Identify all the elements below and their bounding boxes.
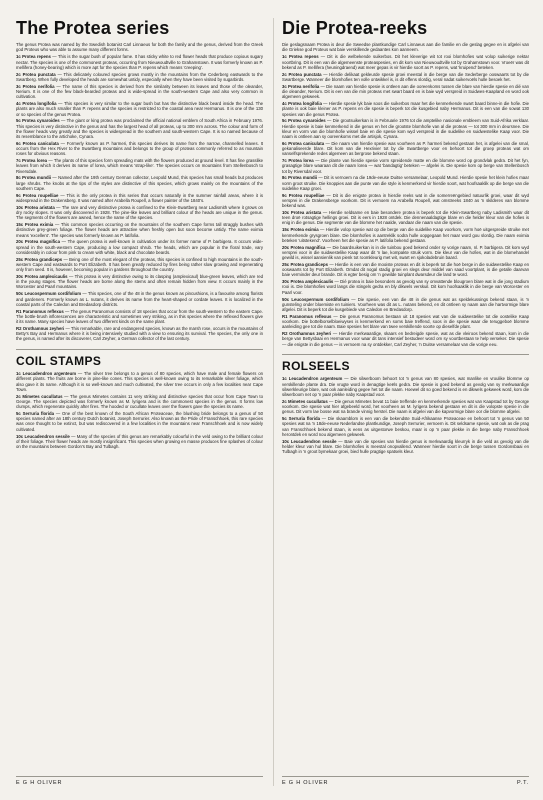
stamp-entry-text: Hierdie volop spesie wat op die berge van die suidelike Kaap voorkom, vorm hoë uitgespreide struike met kenmerkende grysgroen blare. Die blomhofies is aantreklik sodra hulle oopgegaan het maar word gou slordig. Die naam eximia beteken 'uitstekend'. Voorheen het die spesie as P. latifolia bekend gestaan.	[282, 227, 530, 243]
stamp-entry: 3c Protea nerifolia — Die naam van hierdie spesie is ontleen aan die ooreenkoms tussen die blare van hierdie spesie en dié van die oleander, Nerium. Dit is een van die min proteas met swart baard en is baie wyd verspreid in Suidwes-Kaapland en word ook algemeen gekweek.	[282, 83, 529, 100]
stamp-entry-code: 20c Protea magnifica	[16, 239, 60, 245]
stamp-entry-text: Die naam van hierdie spesie was voorheen as P. harmeri bekend gestaan het, is afgelei van die smal, gekanaliseerde blare. Dit kom van die Hexrivier tot by die Swartberge voor en behoort tot die groep proteas wat om vanselfsprekende redes algemeen as bergrose bekend staan.	[282, 140, 529, 157]
intro-english: The genus Protea was named by the Swedish botanist Carl Linnaeus for both the family and the genus, derived from the Greek god Proteus who was able to assume many different forms.	[16, 42, 263, 53]
author-credit: E G H OLIVER	[16, 780, 63, 786]
stamp-entry-text: Many of the species of this genus are remarkably colourful in the veld owing to the brilliant colour of their foliage. Their flower heads are mostly insignificant. This species when growing en masse produces fine splashes of colour on the mountains between Gordon's Bay and Tulbagh.	[16, 433, 263, 449]
stamp-entry-text: Die grootsuikerkan is in Februarie 1976 tot die amptelike nasionale embleem van Suid-Afrika verklaar. Hierdie spesie is baie kenmerkend in die genus en het die grootste blomhofie van al die proteas — tot 300 mm in deursnee. Die kleur en vorm van die blomhofie wissel baie en die spesie kom wyd verspreid in die suidelike en suidwestelike Kaap voor. Die naam is ontleen aan sy ooreenkoms met die artisjok, Cynara.	[282, 118, 530, 139]
stamp-entry-text: Die baardsuikerkan is in die tuinbou goed bekend onder sy vorige naam, nl. P. barbigera. Dit kom wyd versprei voor in die suidwestelike Kaap waar dit 'n lae, kompakte struik vorm. Die kleur van die hofies, wat in die blomehandel gewild is, wissel aansienlik van pienk tot roomkleurig met wit, swart en sjokoladebruin baard.	[282, 244, 529, 261]
stamp-entry-code: 6c Protea caniculata	[16, 140, 59, 146]
stamp-entry: 1c Leucadendron argenteum — Die silwerboom behoort tot 'n genus van 80 spesies, wat manlike en vroulike blomme op verskillende plante dra. Die vrugte word in denagtige keëls gedra. Die spesie is goed bekend as gevolg van sy merkwaardige silwerkleurige blare, wat ook aanleiding gegee het tot die naam. Hoewel dit so goed bekend is en dikwels gekweek word, kom die silwerboom net op 'n paar plekke naby Kaapstad voor.	[282, 376, 529, 398]
footer-afrikaans	[282, 776, 529, 786]
stamp-entry-code: 30c Protea amplexicaulis	[282, 279, 334, 285]
stamp-entry-text: Dit is die enigste protea in hierdie reeks wat in die somerreëngebied natuurlik groei, waar dit wyd versprei in die Drakensberge voorkom. Dit is vernoem na Arabella Roupell, wat omstreeks 1840 as 'n skilderes van blomme bekend was.	[282, 192, 529, 209]
stamp-entry-text: Hierdie merkwaardige, skaars en bedreigde spesie, wat as die vleiroos bekend staan, kom in die berge van Bettysbaai en Hermanus voor waar dit tans intensief bestudeer word om sy voortbestaan te help verseker. Die spesie — die enigste in die genus — is vernoem na sy ontdekker, Carl Zeyher, 'n Duitse versamelaar van die vorige eeu.	[282, 331, 530, 347]
stamp-entry-text: The genus Paranomus consists of 18 species that occur from the south-western to the eastern Cape. The bottle-brush inflorescences are characteristic and sometimes very striking, as in this species where the reflexed flowers give it its name. Many species have leaves of two different kinds on the same plant.	[16, 308, 263, 325]
stamp-entry-text: This delicately coloured species grows mostly in the mountains from the Cederberg eastwards to the Swartberg. When fully developed the heads are somewhat untidy, especially when they have been visited by sugarbirds.	[16, 71, 263, 82]
stamp-entry-code: 9c Protea roupelliae	[282, 192, 325, 198]
coil-entries-english	[16, 371, 263, 451]
stamp-entry: R2 Orothamnus zeyheri — Hierdie merkwaardige, skaars en bedreigde spesie, wat as die vleiroos bekend staan, kom in die berge van Bettysbaai en Hermanus voor waar dit tans intensief bestudeer word om sy voortbestaan te help verseker. Die spesie — die enigste in die genus — is vernoem na sy ontdekker, Carl Zeyher, 'n Duitse versamelaar van die vorige eeu.	[282, 331, 530, 347]
coil-stamps-heading: COIL STAMPS	[16, 349, 263, 368]
stamp-entry: 20c Protea magnifica — Die baardsuikerkan is in die tuinbou goed bekend onder sy vorige naam, nl. P. barbigera. Dit kom wyd versprei voor in die suidwestelike Kaap waar dit 'n lae, kompakte struik vorm. Die kleur van die hofies, wat in die blomehandel gewild is, wissel aansienlik van pienk tot roomkleurig met wit, swart en sjokoladebruin baard.	[282, 244, 529, 261]
stamp-entry-code: 15c Protea eximia	[282, 227, 319, 233]
stamp-entry: 8c Protea mundii — Dit is vernoem na die 19de-eeuse Duitse versamelaar, Leopold Mund. Hierdie spesie het klein hofies maar vorm groot struike. Die knoppies aan die punte van die style is kenmerkend vir hierdie soort, wat hoofsaaklik op die berge van die suidelike Kaap groei.	[282, 175, 529, 191]
stamp-entry-text: Dié protea is baie besonders as gevolg van sy omvattende blougroen blare wat in die jong stadium rooi is. Die blomhofies word langs die stingels gedra en bly dikwels verskuil. Dit kom hoofsaaklik in die berge van Worcester en Paarl voor.	[282, 279, 529, 295]
stamp-entry: 50c Leucospermum cordifolium — This species, one of the 48 in the genus known as pincushions, is a favourite among florists and gardeners. Formerly known as L. nutans, it derives its name from the heart-shaped or cordate leaves. It is localized in the coastal parts of the Caledon and Bredasdorp districts.	[16, 291, 263, 307]
stamp-entry: 5c Serruria florida — Die skaamblom is een van die bekendste Suid-Afrikaanse Proteaceae en behoort tot 'n genus van 50 spesies wat na 'n 18de-eeuse Nederlandse plantkundige, Joseph Serrurier, vernoem is. Dit seldsame spesie, wat ook as die prag van Franschhoek bekend staan, is eens as uitgestorwe beskou, maar is op 'n paar plekke in die berge naby Franschhoek herontdek en word nou algemeen gekweek.	[282, 416, 530, 437]
stamp-entry: 30c Protea amplexicaulis — This protea is very distinctive owing to its clasping (amplexicaul) blue-green leaves, which are red in the young stages. The flower heads are borne along the stems and often remain hidden from view. It occurs mainly in the Worcester and Paarl mountains.	[16, 274, 263, 290]
stamp-entry: 30c Protea amplexicaulis — Dié protea is baie besonders as gevolg van sy omvattende blougroen blare wat in die jong stadium rooi is. Die blomhofies word langs die stingels gedra en bly dikwels verskuil. Dit kom hoofsaaklik in die berge van Worcester en Paarl voor.	[282, 279, 529, 295]
stamp-entry-code: 4c Protea longifolia	[16, 101, 57, 107]
stamp-entry-text: Formerly known as P. harmeri, this species derives its name from the narrow, channelled leaves. It occurs from the Hex River to the Swartberg mountains and belongs to the group of proteas commonly referred to as mountain roses for obvious reasons.	[16, 140, 263, 157]
stamp-entry-text: The name of this species is derived from the similarity between its leaves and those of the oleander, Nerium. It is one of the few black-bearded proteas and is wide-spread in the south-western Cape and also very common in cultivation.	[16, 83, 264, 100]
stamp-entry-code: 9c Protea roupelliae	[16, 192, 59, 198]
stamp-entry: 9c Protea roupelliae — Dit is die enigste protea in hierdie reeks wat in die somerreëngebied natuurlik groei, waar dit wyd versprei in die Drakensberge voorkom. Dit is vernoem na Arabella Roupell, wat omstreeks 1840 as 'n skilderes van blomme bekend was.	[282, 192, 529, 209]
stamp-entry-code: 3c Protea nerifolia	[282, 83, 320, 89]
stamp-entry-text: The giant or king protea was proclaimed the official national emblem of South Africa in February 1976. This species is very distinctive in the genus and has the largest head of all proteas, up to 300 mm across. The colour and form of the flower heads vary greatly and the species is widespread in the southern and south-western Cape. It is so named because of its resemblance to the artichoke, Cynara.	[16, 118, 264, 139]
stamp-entry: 50c Leucospermum cordifolium — Die spesie, een van die 48 in die genus wat as speldekussings bekend staan, is 'n gunsteling onder bloemiste en tuiniers. Voorheen was dit as L. nutans bekend, en dit ontleen sy naam aan die hartvormige blare afgelei. Dit is beperk tot die kusgebiede van Caledon en Bredasdorp.	[282, 296, 529, 312]
stamp-entry: 8c Protea mundii — Named after the 19th century German collector, Leopold Mund, this species has small heads but produces large shrubs. The knobs at the tips of the styles are distinctive of this species, which grows mainly on the mountains of the southern Cape.	[16, 175, 264, 191]
stamp-entry-code: 2c Protea punctata	[16, 71, 56, 77]
stamp-entry-text: Dit is vernoem na die 19de-eeuse Duitse versamelaar, Leopold Mund. Hierdie spesie het klein hofies maar vorm groot struike. Die knoppies aan die punte van die style is kenmerkend vir hierdie soort, wat hoofsaaklik op die berge van die suidelike Kaap groei.	[282, 175, 529, 191]
stamp-entry-code: 7c Protea lorea	[282, 158, 314, 164]
stamp-entry: 25c Protea grandiceps — Hierdie is een van die mooiste proteas en dit is beperk tot die hoë berge in die suidwestelike Kaap en ooswaarts tot by Port Elizabeth. Omdat dit nogal stadig groei en slegs deur middel van saad voortplant, is die getalle daarvan baie verminder deur brande. Dit is egter besig om 'n gewilde tuinplant dwarsdeur die land te word.	[282, 261, 529, 278]
stamp-entry: 7c Protea lorea — The plants of this species form spreading mats with the flowers produced at ground level. It has fine grasslike leaves from which it derives its name of lorea, which means 'strap-like'. The species occurs on mountains from Stellenbosch to Riversdale.	[16, 158, 264, 174]
stamp-entry: 7c Protea lorea — Die plante van hierdie spesie vorm spreidende matte en die blomme word op grondvlak gedra. Dit het fyn, grasagtige blare waaraan dit die naam lorea — wat 'bandagtig' beteken — afgelei is. Die spesie kom op berge van Stellenbosch tot by Riversdal voor.	[282, 158, 530, 174]
stamp-entry-code: 1c Protea repens	[282, 54, 319, 60]
stamp-entry: 1c Protea repens — Dit is die welbekende suikerbos. Dit het kleverige wit tot rooi blomhofies wat volop suikerige nektar voortbring. Dit is een van die algemeenste proteaspesies, en dit kom van Nieuwoudtville tot by Grahamstown voor. Vroeër was dit bekend as P. mellifera (heuningdraend) wat meer gepas is vir hierdie soort as P. repens, wat 'kruipend' beteken.	[282, 54, 529, 70]
stamp-entry-text: Named after the 19th century German collector, Leopold Mund, this species has small heads but produces large shrubs. The knobs at the tips of the styles are distinctive of this species, which grows mainly on the mountains of the southern Cape.	[16, 175, 264, 191]
stamp-entry-code: 3c Protea nerifolia	[16, 83, 55, 89]
stamp-entry-text: This is the sugar bush of popular fame. It has sticky white to red flower heads that produce copious sugary nectar. The species is one of the commonest proteas, occurring from Nieuwoudtville to Grahamstown. It was formerly known as P. mellifera (honey-bearing) which is more apt for the species than P. repens which means 'creeping'.	[16, 54, 263, 70]
stamp-entry-text: Die silwerboom behoort tot 'n genus van 80 spesies, wat manlike en vroulike blomme op verskillende plante dra. Die vrugte word in denagtige keëls gedra. Die spesie is goed bekend as gevolg van sy merkwaardige silwerkleurige blare, wat ook aanleiding gegee het tot die naam. Hoewel dit so goed bekend is en dikwels gekweek word, kom die silwerboom net op 'n paar plekke naby Kaapstad voor.	[282, 376, 529, 398]
stamp-entry: 5c Protea cynaroides — The giant or king protea was proclaimed the official national emblem of South Africa in February 1976. This species is very distinctive in the genus and has the largest head of all proteas, up to 300 mm across. The colour and form of the flower heads vary greatly and the species is widespread in the southern and south-western Cape. It is so named because of its resemblance to the artichoke, Cynara.	[16, 118, 264, 139]
stamp-entry-text: Baie van die spesies van hierdie genus is merkwaardig kleurryk in die veld as gevolg van die helder kleur van hul blare. Die blomhofies is meestal onopvallend. Wanneer hierdie soort in die berge tussen Gordonsbaai en Tulbagh in 'n groot bymekaar groei, bied hulle pragtige spatsels kleur.	[282, 438, 529, 455]
stamp-entry-code: 10c Protea aristata	[282, 210, 322, 216]
stamp-entry-text: Hierdie delikaat gekleurde spesie groei meestal in die berge van die Sederberge ooswaarts tot by die Swartberge. Wanneer die blomhofies ten volle ontwikkel is, is dit effens slordig, veral nadat suikervoëls hulle besoek het.	[282, 71, 529, 82]
stamp-entry: 10c Leucadendron sessile — Baie van die spesies van hierdie genus is merkwaardig kleurryk in die veld as gevolg van die helder kleur van hul blare. Die blomhofies is meestal onopvallend. Wanneer hierdie soort in die berge tussen Gordonsbaai en Tulbagh in 'n groot bymekaar groei, bied hulle pragtige spatsels kleur.	[282, 438, 529, 455]
stamp-entry-text: Hierdie seldsame en baie besondere protea is beperk tot die Klein-Swartberg naby Ladismith waar dit teen droë rotsagtige hellings groei. Dit is eers in 1928 ontdek. Die dennenaaldagtige blare en die helder kleur van die hofies is enig in die genus. Die segmente van die blomme het naalde, vandaar die naam van die spesie.	[282, 210, 530, 226]
stamp-entry: 10c Leucadendron sessile — Many of the species of this genus are remarkably colourful in the veld owing to the brilliant colour of their foliage. Their flower heads are mostly insignificant. This species when growing en masse produces fine splashes of colour on the mountains between Gordon's Bay and Tulbagh.	[16, 433, 263, 449]
stamp-entry-code: 2c Mimetes cucullatus	[282, 398, 328, 404]
entries-afrikaans	[282, 54, 529, 348]
stamp-entry-code: 50c Leucospermum cordifolium	[282, 296, 349, 302]
page-title-afrikaans: Die Protea-reeks	[282, 18, 428, 38]
stamp-entry-text: The genus Mimetes contains 11 very striking and distinctive species that occur from Cape Town to George. The species depicted was formerly known as M. lyrigera and is the commonest species in the genus. It forms low clumps, which regenerate quickly after fires. The hooded or cucullate leaves over the flowers gave the species its name.	[16, 393, 263, 410]
stamp-entry-code: 1c Leucadendron argenteum	[282, 376, 343, 382]
stamp-entry: 3c Protea nerifolia — The name of this species is derived from the similarity between its leaves and those of the oleander, Nerium. It is one of the few black-bearded proteas and is wide-spread in the south-western Cape and also very common in cultivation.	[16, 83, 264, 100]
stamp-entry-text: Die naam van hierdie spesie is ontleen aan die ooreenkoms tussen die blare van hierdie spesie en dié van die oleander, Nerium. Dit is een van die min proteas met swart baard en is baie wyd verspreid in Suidwes-Kaapland en word ook algemeen gekweek.	[282, 83, 529, 100]
page-title-english: The Protea series	[16, 18, 170, 38]
stamp-entry-code: 1c Protea repens	[16, 54, 51, 60]
stamp-entry-text: Die spesie, een van die 48 in die genus wat as speldekussings bekend staan, is 'n gunsteling onder bloemiste en tuiniers. Voorheen was dit as L. nutans bekend, en dit ontleen sy naam aan die hartvormige blare afgelei. Dit is beperk tot die kusgebiede van Caledon en Bredasdorp.	[282, 296, 529, 312]
english-column	[16, 18, 263, 786]
coil-entries-afrikaans	[282, 376, 529, 456]
stamp-entry-text: Hierdie is een van die mooiste proteas en dit is beperk tot die hoë berge in die suidwestelike Kaap en ooswaarts tot by Port Elizabeth. Omdat dit nogal stadig groei en slegs deur middel van saad voortplant, is die getalle daarvan baie verminder deur brande. Dit is egter besig om 'n gewilde tuinplant dwarsdeur die land te word.	[282, 261, 529, 278]
stamp-entry-code: 5c Serruria florida	[16, 411, 55, 417]
stamp-entry-code: 2c Protea punctata	[282, 71, 322, 77]
stamp-entry: 1c Leucadendron argenteum — The silver tree belongs to a genus of 80 species, which have male and female flowers on different plants. The fruits are borne in pine-like cones. This species is well-known owing to its remarkable silver foliage, which also gave it its name. Although it is so well-known and much cultivated, the silver tree occurs in only a few localities near Cape Town.	[16, 371, 263, 392]
stamp-entry-text: Die genus Mimetes bevat 11 baie treffende en kenmerkende spesies wat van Kaapstad tot by George voorkom. Die spesie wat hier afgebeeld word, het voorheen as M. lyrigera bekend gestaan en dit is die volopste spesie in die genus. Dit vorm lae bosse wat na brande vinnig herstel. Die naam is afgelei van die kapvormige blare oor die blomme afgelei.	[282, 398, 529, 415]
stamp-entry: 2c Mimetes cucullatus — The genus Mimetes contains 11 very striking and distinctive species that occur from Cape Town to George. The species depicted was formerly known as M. lyrigera and is the commonest species in the genus. It forms low clumps, which regenerate quickly after fires. The hooded or cucullate leaves over the flowers gave the species its name.	[16, 393, 263, 410]
stamp-entry-text: Hierdie spesie lyk baie soos die suikerbos maar het die kenmerkende swart baard binne-in die hofie. Die plante is ook baie kleiner as P. repens en die spesie is beperk tot die kusgebied naby Hermanus. Dit is een van die sowat 130 spesies van die genus Protea.	[282, 101, 529, 117]
stamp-entry-code: 15c Protea eximia	[16, 222, 54, 228]
stamp-entry: R1 Paranomus reflexus — Die genus Paranomus bestaan uit 18 spesies wat van die suidwestelike tot die oostelike Kaap voorkom. Die bottelborselbloeiwyses is kenmerkend en soms baie treffend, soos in die spesie waar die teruggeboë blomme aanleiding gee tot die naam. Baie spesies het blare van twee verskillende soorte op dieselfde plant.	[282, 313, 530, 330]
stamp-entry-code: 10c Protea aristata	[16, 204, 55, 210]
stamp-entry: 4c Protea longifolia — Hierdie spesie lyk baie soos die suikerbos maar het die kenmerkende swart baard binne-in die hofie. Die plante is ook baie kleiner as P. repens en die spesie is beperk tot die kusgebied naby Hermanus. Dit is een van die sowat 130 spesies van die genus Protea.	[282, 101, 529, 117]
stamp-entry-code: 8c Protea mundii	[16, 175, 52, 181]
stamp-entry-code: 25c Protea grandiceps	[16, 256, 63, 262]
stamp-entry: 9c Protea roupelliae — This is the only protea in this series that occurs naturally in the summer rainfall areas, where it is widespread in the Drakensberg. It was named after Arabella Roupell, a flower painter of the 1840's.	[16, 192, 263, 203]
stamp-entry-code: 2c Mimetes cucullatus	[16, 393, 63, 399]
stamp-entry-code: R1 Paranomus reflexus	[282, 313, 332, 319]
stamp-entry-text: Dit is die welbekende suikerbos. Dit het kleverige wit tot rooi blomhofies wat volop suikerige nektar voortbring. Dit is een van die algemeenste proteaspesies, en dit kom van Nieuwoudtville tot by Grahamstown voor. Vroeër was dit bekend as P. mellifera (heuningdraend) wat meer gepas is vir hierdie soort as P. repens, wat 'kruipend' beteken.	[282, 54, 529, 70]
stamp-entry: 25c Protea grandiceps — Being one of the most elegant of the proteas, this species is confined to high mountains in the south-western Cape and eastwards to Port Elizabeth. It has been greatly reduced by fires being rather slow growing and regenerating only from seed. It is, however, becoming popular in gardens throughout the country.	[16, 256, 264, 273]
stamp-entry-text: The silver tree belongs to a genus of 80 species, which have male and female flowers on different plants. The fruits are borne in pine-like cones. This species is well-known owing to its remarkable silver foliage, which also gave it its name. Although it is so well-known and much cultivated, the silver tree occurs in only a few localities near Cape Town.	[16, 371, 263, 392]
stamp-entry-text: Die plante van hierdie spesie vorm spreidende matte en die blomme word op grondvlak gedra. Dit het fyn, grasagtige blare waaraan dit die naam lorea — wat 'bandagtig' beteken — afgelei is. Die spesie kom op berge van Stellenbosch tot by Riversdal voor.	[282, 158, 530, 174]
stamp-entry: 15c Protea eximia — This common species occurring on the mountains of the southern Cape forms tall straggly bushes with distinctive grey-green foliage. The flower heads are attractive when freshly open but soon become untidy. The name eximia means 'excellent'. The species was formerly known as P. latifolia.	[16, 222, 264, 238]
stamp-entry: 1c Protea repens — This is the sugar bush of popular fame. It has sticky white to red flower heads that produce copious sugary nectar. The species is one of the commonest proteas, occurring from Nieuwoudtville to Grahamstown. It was formerly known as P. mellifera (honey-bearing) which is more apt for the species than P. repens which means 'creeping'.	[16, 54, 263, 70]
stamp-entry: 6c Protea caniculata — Die naam van hierdie spesie was voorheen as P. harmeri bekend gestaan het, is afgelei van die smal, gekanaliseerde blare. Dit kom van die Hexrivier tot by die Swartberge voor en behoort tot die groep proteas wat om vanselfsprekende redes algemeen as bergrose bekend staan.	[282, 140, 529, 157]
stamp-entry-code: R2 Orothamnus zeyheri	[16, 325, 65, 331]
stamp-entry-code: 8c Protea mundii	[282, 175, 317, 181]
entries-english	[16, 54, 263, 343]
stamp-entry: 2c Protea punctata — Hierdie delikaat gekleurde spesie groei meestal in die berge van die Sederberge ooswaarts tot by die Swartberge. Wanneer die blomhofies ten volle ontwikkel is, is dit effens slordig, veral nadat suikervoëls hulle besoek het.	[282, 71, 529, 82]
stamp-entry-code: 5c Serruria florida	[282, 416, 320, 422]
author-credit-afrikaans: E G H OLIVER	[282, 780, 329, 786]
stamp-entry-code: 6c Protea caniculata	[282, 140, 325, 146]
stamp-entry-code: 4c Protea longifolia	[282, 101, 322, 107]
stamp-entry-text: The rare and very distinctive protea is confined to the Klein-Swartberg near Ladismith where it grows on dry rocky slopes. It was only discovered in 1928. The pine-like leaves and brilliant colour of the heads are unique in the genus. The segments of the flowers are awned, hence the name of the species.	[16, 204, 263, 221]
stamp-entry-text: This protea is very distinctive owing to its clasping (amplexicaul) blue-green leaves, which are red in the young stages. The flower heads are borne along the stems and often remain hidden from view. It occurs mainly in the Worcester and Paarl mountains.	[16, 274, 263, 290]
stamp-entry-text: The queen protea is well-known in cultivation under its former name of P. barbigera. It occurs wide-spread in the south-western Cape, producing a low compact shrub. The heads, which are popular in the floral trade, vary considerably in colour from pink to cream with white, black and chocolate beards.	[16, 239, 263, 255]
stamp-entry-code: 50c Leucospermum cordifolium	[16, 291, 82, 297]
stamp-entry-text: One of the best known of the South African Proteaceae, the blushing bride belongs to a genus of 50 species named after an 18th century Dutch botanist, Joseph Serrurier. Also known as the Pride of Franschhoek, this rare species was once thought to be extinct, but was rediscovered in a few localities in the mountains near Franschhoek and is now widely cultivated.	[16, 411, 263, 432]
stamp-entry-code: 10c Leucadendron sessile	[282, 438, 337, 444]
stamp-entry-text: Die skaamblom is een van die bekendste Suid-Afrikaanse Proteaceae en behoort tot 'n genus van 50 spesies wat na 'n 18de-eeuse Nederlandse plantkundige, Joseph Serrurier, vernoem is. Dit seldsame spesie, wat ook as die prag van Franschhoek bekend staan, is eens as uitgestorwe beskou, maar is op 'n paar plekke in die berge naby Franschhoek herontdek en word nou algemeen gekweek.	[282, 416, 530, 437]
stamp-entry: 5c Serruria florida — One of the best known of the South African Proteaceae, the blushing bride belongs to a genus of 50 species named after an 18th century Dutch botanist, Joseph Serrurier. Also known as the Pride of Franschhoek, this rare species was once thought to be extinct, but was rediscovered in a few localities in the mountains near Franschhoek and is now widely cultivated.	[16, 411, 263, 432]
intro-afrikaans: Die geslagsnaam Protea is deur die Sweedse plantkundige Carl Linnaeus aan die familie en die geslag gegee en is afgelei van die Griekse god Proteus wat baie verskillende gedaantes kon aanneem.	[282, 42, 529, 53]
stamp-entry: 5c Protea cynaroides — Die grootsuikerkan is in Februarie 1976 tot die amptelike nasionale embleem van Suid-Afrika verklaar. Hierdie spesie is baie kenmerkend in die genus en het die grootste blomhofie van al die proteas — tot 300 mm in deursnee. Die kleur en vorm van die blomhofie wissel baie en die spesie kom wyd verspreid in die suidelike en suidwestelike Kaap voor. Die naam is ontleen aan sy ooreenkoms met die artisjok, Cynara.	[282, 118, 530, 139]
stamp-entry-code: 25c Protea grandiceps	[282, 261, 329, 267]
stamp-entry-code: 30c Protea amplexicaulis	[16, 274, 68, 280]
page-turn-marker: P.T.	[517, 780, 529, 786]
stamp-entry: 2c Mimetes cucullatus — Die genus Mimetes bevat 11 baie treffende en kenmerkende spesies wat van Kaapstad tot by George voorkom. Die spesie wat hier afgebeeld word, het voorheen as M. lyrigera bekend gestaan en dit is die volopste spesie in die genus. Dit vorm lae bosse wat na brande vinnig herstel. Die naam is afgelei van die kapvormige blare oor die blomme afgelei.	[282, 398, 529, 415]
stamp-entry-text: Being one of the most elegant of the proteas, this species is confined to high mountains in the south-western Cape and eastwards to Port Elizabeth. It has been greatly reduced by fires being rather slow growing and regenerating only from seed. It is, however, becoming popular in gardens throughout the country.	[16, 256, 264, 273]
columns	[16, 18, 529, 786]
stamp-entry-code: 7c Protea lorea	[16, 158, 48, 164]
stamp-entry: 20c Protea magnifica — The queen protea is well-known in cultivation under its former name of P. barbigera. It occurs wide-spread in the south-western Cape, producing a low compact shrub. The heads, which are popular in the floral trade, vary considerably in colour from pink to cream with white, black and chocolate beards.	[16, 239, 263, 255]
stamp-entry: 10c Protea aristata — Hierdie seldsame en baie besondere protea is beperk tot die Klein-Swartberg naby Ladismith waar dit teen droë rotsagtige hellings groei. Dit is eers in 1928 ontdek. Die dennenaaldagtige blare en die helder kleur van die hofies is enig in die genus. Die segmente van die blomme het naalde, vandaar die naam van die spesie.	[282, 210, 530, 226]
stamp-entry-code: 5c Protea cynaroides	[282, 118, 326, 124]
stamp-entry-code: R1 Paranomus reflexus	[16, 308, 64, 314]
stamp-entry-code: R2 Orothamnus zeyheri	[282, 331, 332, 337]
stamp-entry-text: This species is very similar to the sugar bush but has the distinctive black beard inside the head. The plants are also much smaller than P. repens and the species is restricted to the coastal area near Hermanus. It is one of the 130 or so species of the genus Protea.	[16, 101, 263, 117]
stamp-entry-code: 20c Protea magnifica	[282, 244, 326, 250]
stamp-entry: 15c Protea eximia — Hierdie volop spesie wat op die berge van die suidelike Kaap voorkom, vorm hoë uitgespreide struike met kenmerkende grysgroen blare. Die blomhofies is aantreklik sodra hulle oopgegaan het maar word gou slordig. Die naam eximia beteken 'uitstekend'. Voorheen het die spesie as P. latifolia bekend gestaan.	[282, 227, 530, 243]
stamp-entry-text: This is the only protea in this series that occurs naturally in the summer rainfall areas, where it is widespread in the Drakensberg. It was named after Arabella Roupell, a flower painter of the 1840's.	[16, 192, 263, 203]
stamp-entry: 2c Protea punctata — This delicately coloured species grows mostly in the mountains from the Cederberg eastwards to the Swartberg. When fully developed the heads are somewhat untidy, especially when they have been visited by sugarbirds.	[16, 71, 263, 82]
afrikaans-column	[273, 18, 529, 786]
stamp-entry: R1 Paranomus reflexus — The genus Paranomus consists of 18 species that occur from the south-western to the eastern Cape. The bottle-brush inflorescences are characteristic and sometimes very striking, as in this species where the reflexed flowers give it its name. Many species have leaves of two different kinds on the same plant.	[16, 308, 263, 325]
stamp-entry-code: 5c Protea cynaroides	[16, 118, 60, 124]
stamp-entry-code: 10c Leucadendron sessile	[16, 433, 70, 439]
stamp-entry: 4c Protea longifolia — This species is very similar to the sugar bush but has the distinctive black beard inside the head. The plants are also much smaller than P. repens and the species is restricted to the coastal area near Hermanus. It is one of the 130 or so species of the genus Protea.	[16, 101, 263, 117]
stamp-entry-text: This remarkable, rare and endangered species, known as the marsh rose, occurs in the mountains of Betty's Bay and Hermanus where it is being intensively studied with a view to ensuring its survival. The species, the only one in the genus, is named after its discoverer, Carl Zeyher, a German collector of the last century.	[16, 325, 264, 342]
stamp-entry-text: The plants of this species form spreading mats with the flowers produced at ground level. It has fine grasslike leaves from which it derives its name of lorea, which means 'strap-like'. The species occurs on mountains from Stellenbosch to Riversdale.	[16, 158, 264, 174]
stamp-entry-text: Die genus Paranomus bestaan uit 18 spesies wat van die suidwestelike tot die oostelike Kaap voorkom. Die bottelborselbloeiwyses is kenmerkend en soms baie treffend, soos in die spesie waar die teruggeboë blomme aanleiding gee tot die naam. Baie spesies het blare van twee verskillende soorte op dieselfde plant.	[282, 313, 530, 330]
rolseels-heading: ROLSEELS	[282, 354, 529, 373]
stamp-entry: 6c Protea caniculata — Formerly known as P. harmeri, this species derives its name from the narrow, channelled leaves. It occurs from the Hex River to the Swartberg mountains and belongs to the group of proteas commonly referred to as mountain roses for obvious reasons.	[16, 140, 263, 157]
stamp-entry-code: 1c Leucadendron argenteum	[16, 371, 77, 377]
stamp-entry: R2 Orothamnus zeyheri — This remarkable, rare and endangered species, known as the marsh rose, occurs in the mountains of Betty's Bay and Hermanus where it is being intensively studied with a view to ensuring its survival. The species, the only one in the genus, is named after its discoverer, Carl Zeyher, a German collector of the last century.	[16, 325, 264, 342]
stamp-entry-text: This common species occurring on the mountains of the southern Cape forms tall straggly bushes with distinctive grey-green foliage. The flower heads are attractive when freshly open but soon become untidy. The name eximia means 'excellent'. The species was formerly known as P. latifolia.	[16, 222, 264, 238]
stamp-entry-text: This species, one of the 48 in the genus known as pincushions, is a favourite among florists and gardeners. Formerly known as L. nutans, it derives its name from the heart-shaped or cordate leaves. It is localized in the coastal parts of the Caledon and Bredasdorp districts.	[16, 291, 263, 307]
stamp-entry: 10c Protea aristata — The rare and very distinctive protea is confined to the Klein-Swartberg near Ladismith where it grows on dry rocky slopes. It was only discovered in 1928. The pine-like leaves and brilliant colour of the heads are unique in the genus. The segments of the flowers are awned, hence the name of the species.	[16, 204, 263, 221]
footer-english	[16, 776, 263, 786]
